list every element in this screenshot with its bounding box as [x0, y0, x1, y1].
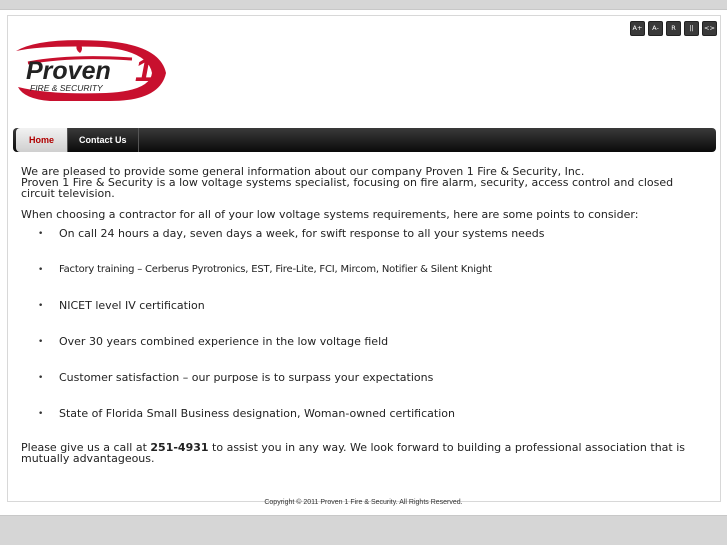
phone-number: 251-4931	[150, 441, 209, 454]
nav-contact-us[interactable]: Contact Us	[68, 128, 139, 152]
list-item: • On call 24 hours a day, seven days a week, for swift response to all your systems needs	[21, 226, 701, 262]
closing-text-end: to assist you in any way. We look forward to building a professional association that is mutually advantageous.	[21, 441, 686, 465]
nav-home[interactable]: Home	[16, 128, 68, 152]
lead-paragraph: When choosing a contractor for all of your low voltage systems requirements, here are some points to consider:	[21, 208, 639, 221]
font-size-tools	[630, 21, 717, 36]
closing-paragraph	[21, 442, 701, 464]
page-container	[0, 9, 727, 516]
intro-paragraph	[21, 166, 701, 199]
reset-font-button[interactable]: R	[666, 21, 681, 36]
closing-text-start: Please give us a call at	[21, 441, 151, 454]
points-list	[21, 226, 701, 442]
main-content	[21, 166, 701, 464]
list-item: • Factory training – Cerberus Pyrotronics, EST, Fire-Lite, FCI, Mircom, Notifier & Silent Knight	[21, 262, 701, 298]
logo-brand-text: Proven	[26, 57, 111, 85]
decrease-font-button[interactable]: A-	[648, 21, 663, 36]
list-item: • Over 30 years combined experience in the low voltage field	[21, 334, 701, 370]
list-item: • Customer satisfaction – our purpose is to surpass your expectations	[21, 370, 701, 406]
logo-tagline: FIRE & SECURITY	[30, 83, 103, 93]
layout-wide-button[interactable]: <>	[702, 21, 717, 36]
intro-line-2: Proven 1 Fire & Security is a low voltage systems specialist, focusing on fire alarm, security, access control and closed circuit television.	[21, 176, 674, 200]
company-logo[interactable]	[10, 37, 170, 109]
intro-line-1: We are pleased to provide some general information about our company Proven 1 Fire & Security, Inc.	[21, 165, 585, 178]
copyright-footer: Copyright © 2011 Proven 1 Fire & Security. All Rights Reserved.	[264, 499, 463, 506]
increase-font-button[interactable]: A+	[630, 21, 645, 36]
logo-digit: 1	[135, 52, 153, 88]
list-item: • NICET level IV certification	[21, 298, 701, 334]
main-nav	[13, 128, 716, 152]
layout-narrow-button[interactable]: ||	[684, 21, 699, 36]
list-item: • State of Florida Small Business designation, Woman-owned certification	[21, 406, 701, 442]
